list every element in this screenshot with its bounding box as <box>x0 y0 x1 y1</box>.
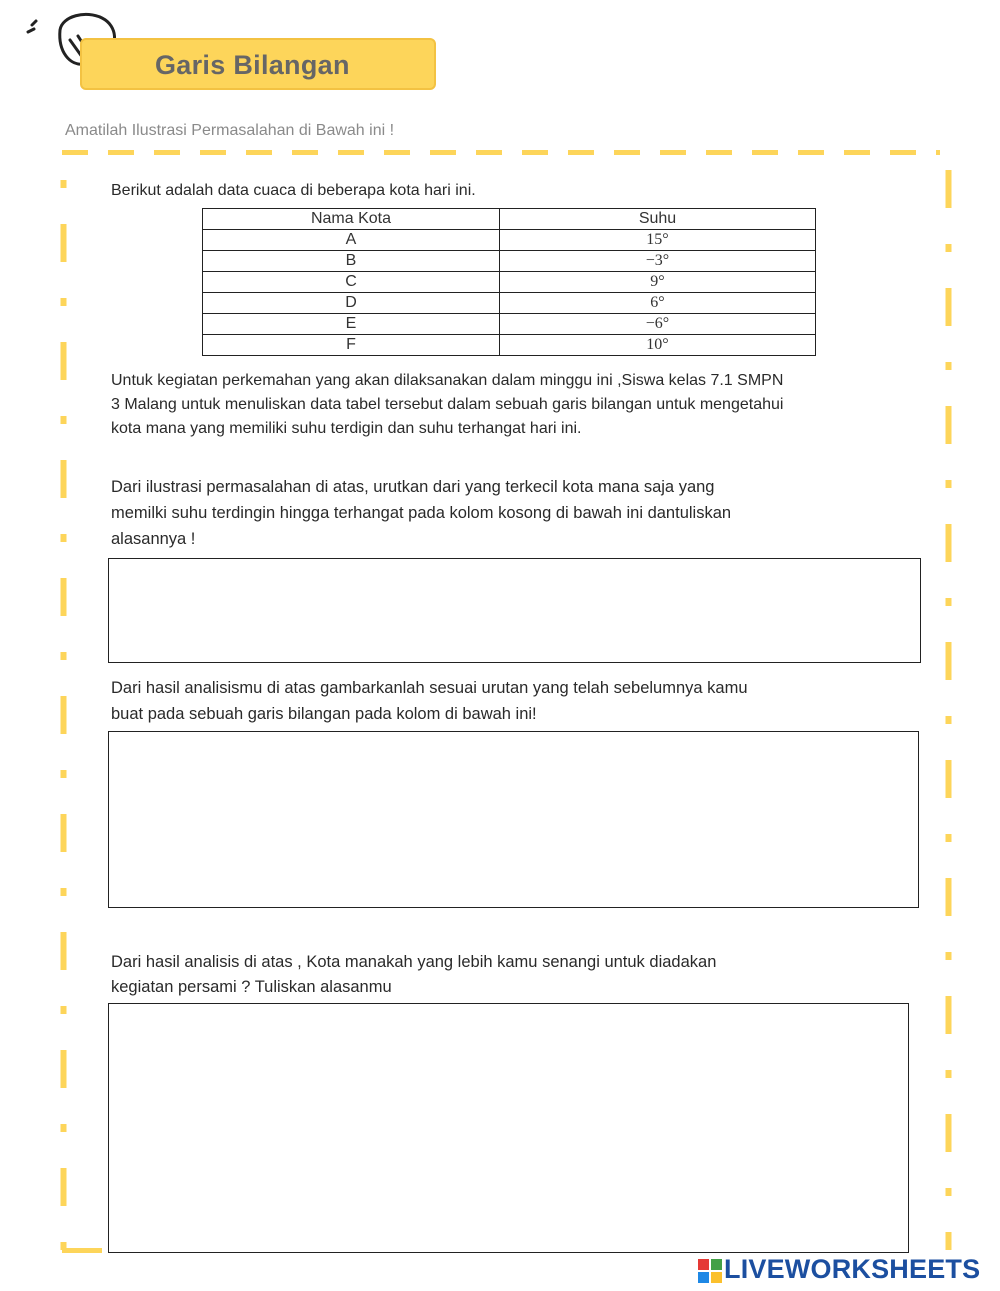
table-cell-temp: −6° <box>500 314 816 335</box>
subtitle: Amatilah Ilustrasi Permasalahan di Bawah ini ! <box>65 122 395 139</box>
table-cell-city: D <box>203 293 500 314</box>
frame-border-top <box>62 150 940 155</box>
table-row <box>203 272 816 293</box>
intro-text: Berikut adalah data cuaca di beberapa kota hari ini. <box>111 182 476 199</box>
table-row <box>203 251 816 272</box>
context-line-1: Untuk kegiatan perkemahan yang akan dilaksanakan dalam minggu ini ,Siswa kelas 7.1 SMPN <box>111 372 784 389</box>
table-cell-temp: −3° <box>500 251 816 272</box>
table-cell-temp: 9° <box>500 272 816 293</box>
question2-line-1: Dari hasil analisismu di atas gambarkanlah sesuai urutan yang telah sebelumnya kamu <box>111 679 748 697</box>
table-header-temp: Suhu <box>500 209 816 230</box>
answer-box-2[interactable] <box>108 731 919 908</box>
table-cell-city: C <box>203 272 500 293</box>
frame-border-right <box>945 170 952 1250</box>
weather-table <box>202 208 816 356</box>
context-line-2: 3 Malang untuk menuliskan data tabel tersebut dalam sebuah garis bilangan untuk mengetahui <box>111 396 784 413</box>
question1-line-1: Dari ilustrasi permasalahan di atas, urutkan dari yang terkecil kota mana saja yang <box>111 478 715 496</box>
frame-border-left <box>60 180 67 1250</box>
page-title: Garis Bilangan <box>155 50 350 80</box>
table-row <box>203 335 816 356</box>
answer-box-1[interactable] <box>108 558 921 663</box>
liveworksheets-logo-icon <box>698 1259 722 1283</box>
context-line-3: kota mana yang memiliki suhu terdigin dan suhu terhangat hari ini. <box>111 420 582 437</box>
table-row <box>203 230 816 251</box>
liveworksheets-logo[interactable]: LIVEWORKSHEETS <box>724 1254 981 1284</box>
table-cell-city: E <box>203 314 500 335</box>
table-cell-city: B <box>203 251 500 272</box>
question1-line-3: alasannya ! <box>111 530 196 548</box>
table-cell-city: F <box>203 335 500 356</box>
table-cell-temp: 10° <box>500 335 816 356</box>
question3-line-2: kegiatan persami ? Tuliskan alasanmu <box>111 978 392 996</box>
question2-line-2: buat pada sebuah garis bilangan pada kolom di bawah ini! <box>111 705 537 723</box>
question1-line-2: memilki suhu terdingin hingga terhangat pada kolom kosong di bawah ini dantuliskan <box>111 504 732 522</box>
table-row <box>203 293 816 314</box>
table-header-city: Nama Kota <box>203 209 500 230</box>
table-cell-city: A <box>203 230 500 251</box>
answer-box-3[interactable] <box>108 1003 909 1253</box>
table-cell-temp: 15° <box>500 230 816 251</box>
table-header-row <box>203 209 816 230</box>
question3-line-1: Dari hasil analisis di atas , Kota manakah yang lebih kamu senangi untuk diadakan <box>111 953 717 971</box>
table-cell-temp: 6° <box>500 293 816 314</box>
table-row <box>203 314 816 335</box>
